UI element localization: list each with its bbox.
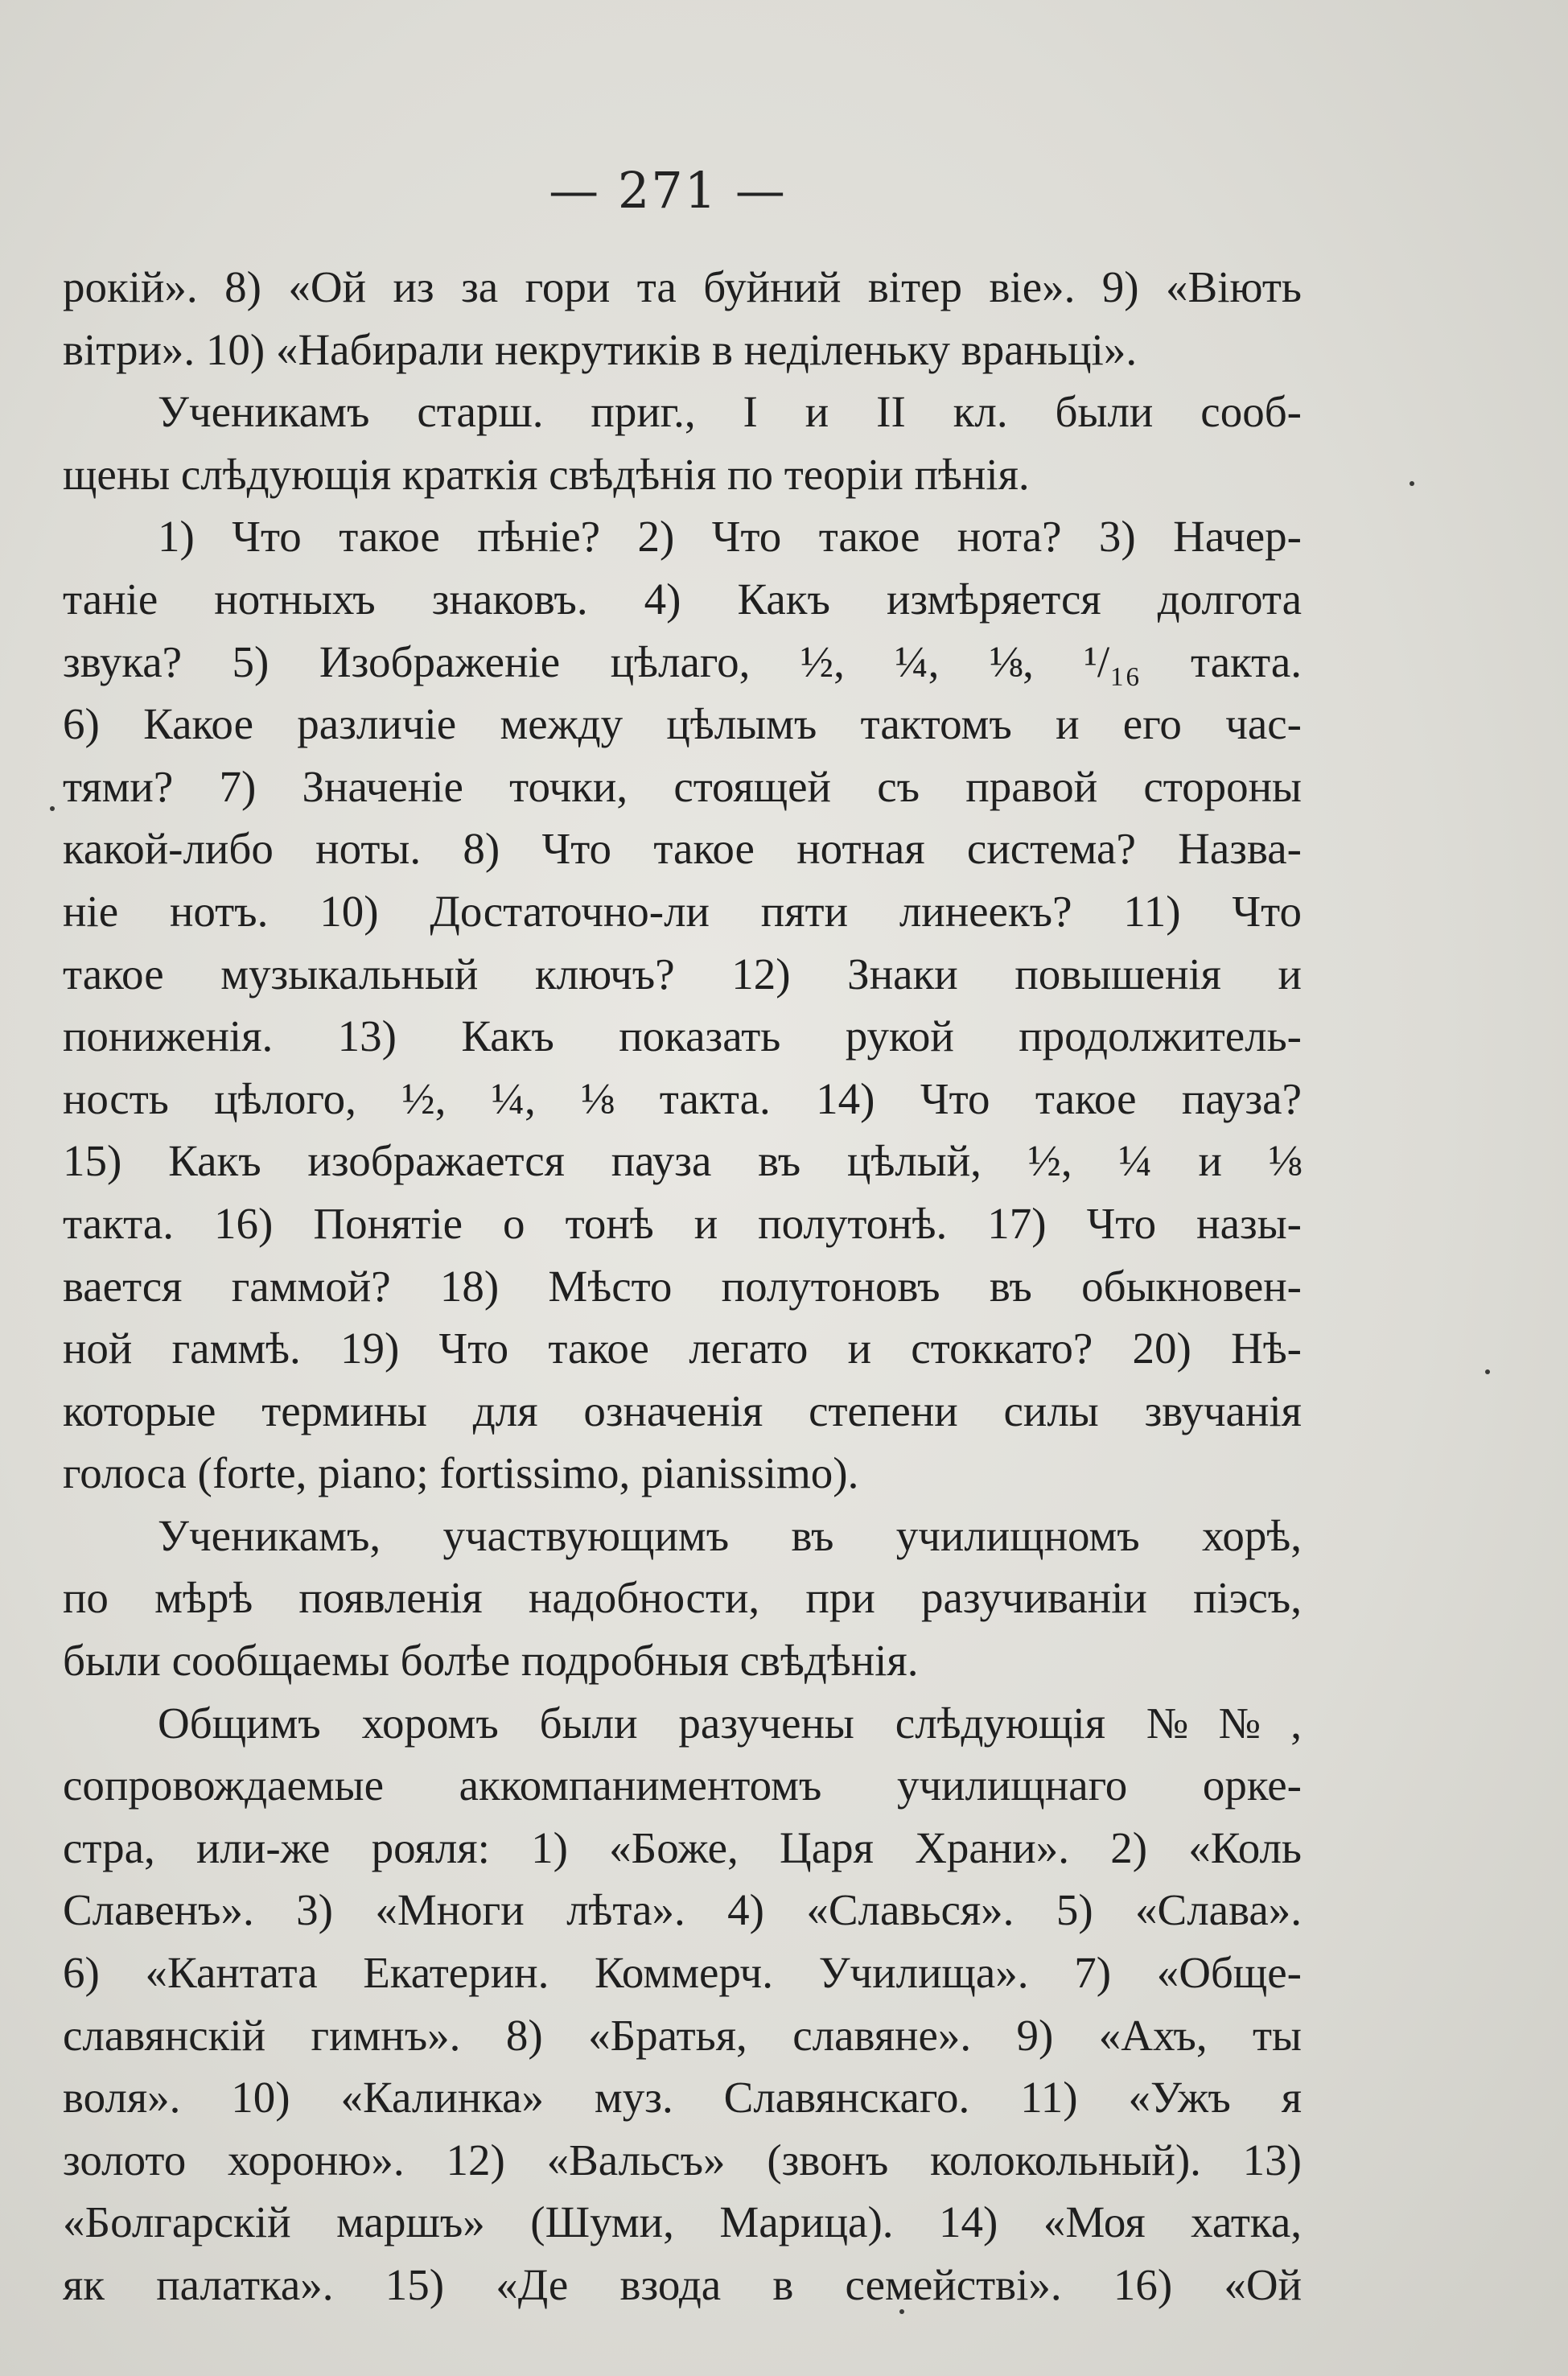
- text-line: 6) «Кантата Екатерин. Коммерч. Училища». 7) «Обще-: [63, 1948, 1302, 1998]
- text-line: таніе нотныхъ знаковъ. 4) Какъ измѣряется долгота: [63, 574, 1302, 624]
- text-line: воля». 10) «Калинка» муз. Славянскаго. 11) «Ужъ я: [63, 2073, 1302, 2123]
- text-line: такое музыкальный ключъ? 12) Знаки повышенія и: [63, 949, 1302, 999]
- text-line: сопровождаемые аккомпаниментомъ училищнаго орке-: [63, 1760, 1302, 1810]
- text-line: золото хороню». 12) «Вальсъ» (звонъ колокольный). 13): [63, 2135, 1302, 2185]
- text-line: Ученикамъ старш. приг., I и II кл. были сооб-: [158, 387, 1302, 437]
- page-number: — 271 —: [549, 161, 787, 220]
- text-line: Ученикамъ, участвующимъ въ училищномъ хорѣ,: [158, 1510, 1302, 1560]
- paper-speck: [50, 806, 55, 811]
- text-line: 15) Какъ изображается пауза въ цѣлый, ½, ¼ и ⅛: [63, 1136, 1302, 1186]
- paper-speck: [1410, 481, 1414, 486]
- text-line: вается гаммой? 18) Мѣсто полутоновъ въ обыкновен-: [63, 1261, 1302, 1311]
- text-line: «Болгарскій маршъ» (Шуми, Марица). 14) «Моя хатка,: [63, 2197, 1302, 2247]
- text-line: стра, или-же рояля: 1) «Боже, Царя Храни». 2) «Коль: [63, 1822, 1302, 1872]
- text-line: голоса (forte, piano; fortissimo, pianissimo).: [63, 1448, 859, 1498]
- text-line: 6) Какое различіе между цѣлымъ тактомъ и его час-: [63, 699, 1302, 749]
- text-line: як палатка». 15) «Де взода в семействі». 16) «Ой: [63, 2260, 1302, 2309]
- text-line: были сообщаемы болѣе подробныя свѣдѣнія.: [63, 1636, 919, 1686]
- text-line: щены слѣдующія краткія свѣдѣнія по теоріи пѣнія.: [63, 449, 1030, 499]
- text-line: славянскій гимнъ». 8) «Братья, славяне». 9) «Ахъ, ты: [63, 2010, 1302, 2060]
- text-line: какой-либо ноты. 8) Что такое нотная система? Назва-: [63, 824, 1302, 874]
- paper-speck: [899, 2309, 904, 2314]
- text-line: ной гаммѣ. 19) Что такое легато и стоккато? 20) Нѣ-: [63, 1324, 1302, 1373]
- text-line: тями? 7) Значеніе точки, стоящей съ правой стороны: [63, 761, 1302, 811]
- text-line: по мѣрѣ появленія надобности, при разучиваніи піэсъ,: [63, 1573, 1302, 1623]
- text-line: Славенъ». 3) «Многи лѣта». 4) «Славься». 5) «Слава».: [63, 1885, 1302, 1935]
- text-line: звука? 5) Изображеніе цѣлаго, ½, ¼, ⅛, ¹/₁₆ такта.: [63, 636, 1302, 686]
- text-line: ніе нотъ. 10) Достаточно-ли пяти линеекъ? 11) Что: [63, 886, 1302, 936]
- paper-speck: [1485, 1369, 1490, 1374]
- text-line: рокій». 8) «Ой из за гори та буйний вітер віе». 9) «Віють: [63, 262, 1302, 311]
- text-line: которые термины для означенія степени силы звучанія: [63, 1386, 1302, 1435]
- text-line: пониженія. 13) Какъ показать рукой продолжитель-: [63, 1011, 1302, 1061]
- text-line: Общимъ хоромъ были разучены слѣдующія №№,: [158, 1698, 1302, 1748]
- text-line: вітри». 10) «Набирали некрутиків в неділеньку враньці».: [63, 324, 1138, 374]
- text-line: 1) Что такое пѣніе? 2) Что такое нота? 3) Начер-: [158, 512, 1302, 562]
- text-line: такта. 16) Понятіе о тонѣ и полутонѣ. 17) Что назы-: [63, 1198, 1302, 1248]
- body-text: [63, 256, 1302, 2316]
- text-line: ность цѣлого, ½, ¼, ⅛ такта. 14) Что такое пауза?: [63, 1073, 1302, 1123]
